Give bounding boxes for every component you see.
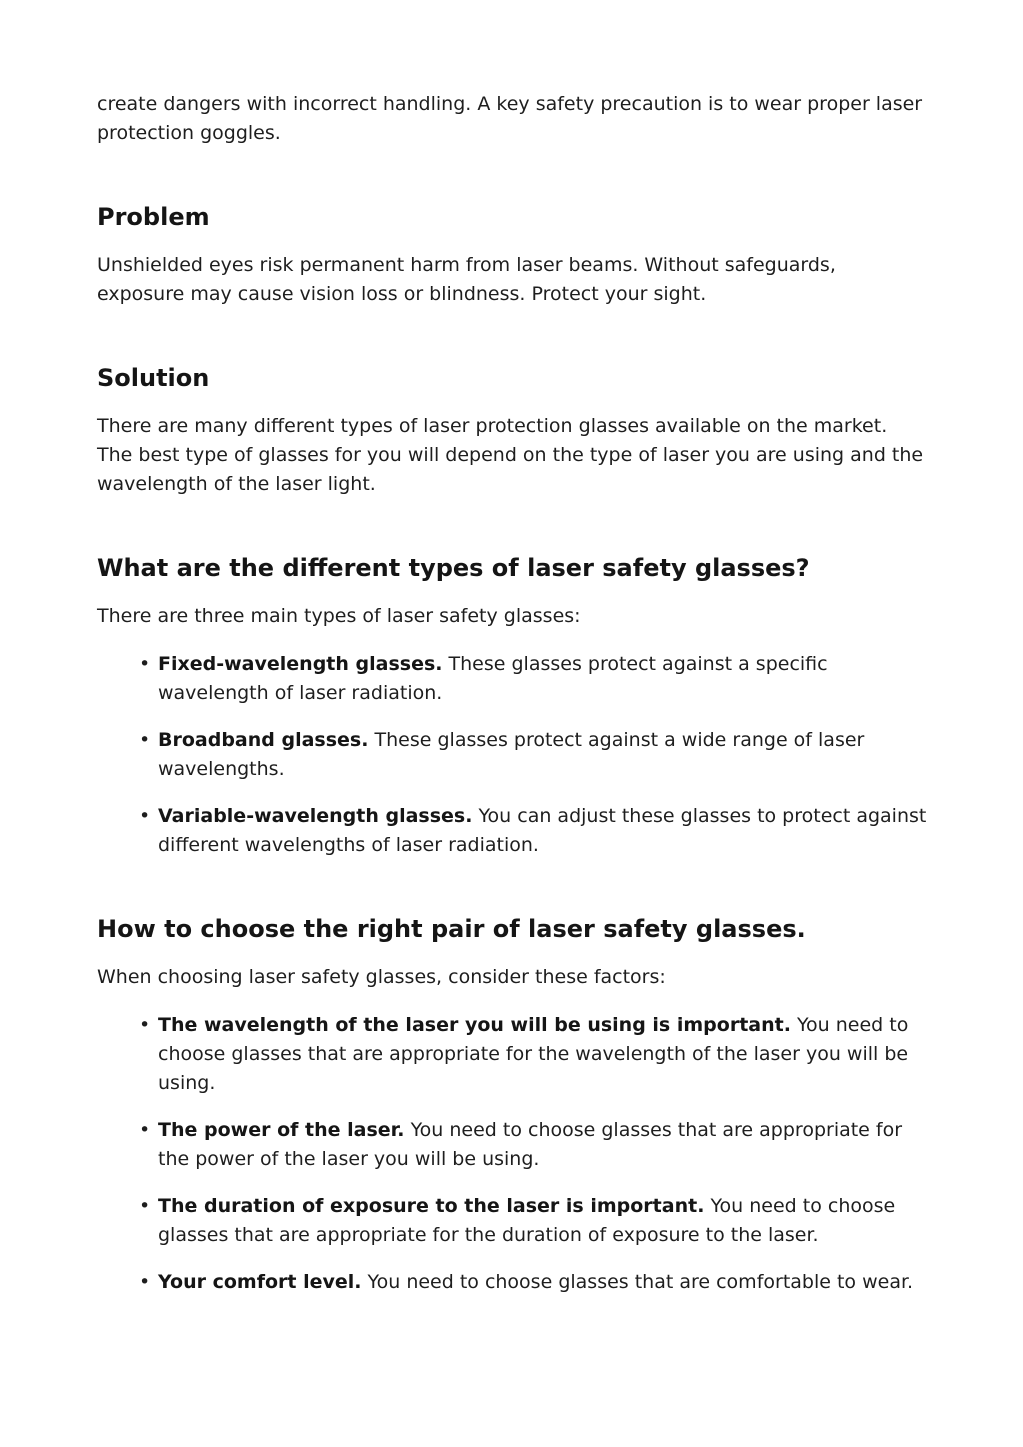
choosing-heading: How to choose the right pair of laser safety glasses. [97, 915, 806, 943]
bullet-term: Fixed-wavelength glasses. [158, 653, 443, 675]
solution-heading: Solution [97, 364, 210, 392]
types-bullet-list [97, 650, 927, 860]
bullet-item-power-factor [97, 1116, 927, 1174]
bullet-description: You can adjust these glasses to protect against different wavelengths of laser radiation. [158, 805, 927, 856]
bullet-term: The wavelength of the laser you will be using is important. [158, 1014, 791, 1036]
bullet-term: The duration of exposure to the laser is important. [158, 1195, 705, 1217]
bullet-item-duration-factor [97, 1192, 927, 1250]
bullet-term: The power of the laser. [158, 1119, 405, 1141]
bullet-item-variable-wavelength [97, 802, 927, 860]
bullet-term: Variable-wavelength glasses. [158, 805, 473, 827]
bullet-item-comfort-factor [97, 1268, 927, 1297]
bullet-description: You need to choose glasses that are appropriate for the wavelength of the laser you will be using. [158, 1014, 909, 1094]
bullet-item-broadband [97, 726, 927, 784]
bullet-item-wavelength-factor [97, 1011, 927, 1098]
bullet-description: These glasses protect against a specific wavelength of laser radiation. [158, 653, 828, 704]
types-lead-paragraph: There are three main types of laser safety glasses: [97, 605, 581, 627]
choosing-bullet-list [97, 1011, 927, 1297]
bullet-item-fixed-wavelength [97, 650, 927, 708]
bullet-term: Your comfort level. [158, 1271, 362, 1293]
bullet-description: You need to choose glasses that are comfortable to wear. [361, 1271, 914, 1293]
choosing-lead-paragraph: When choosing laser safety glasses, consider these factors: [97, 966, 666, 988]
bullet-description: You need to choose glasses that are appropriate for the power of the laser you will be using. [158, 1119, 903, 1170]
solution-paragraph: There are many different types of laser protection glasses available on the market. The best type of glasses for you will depend on the type of laser you are using and the wavelength of the laser light. [97, 415, 924, 495]
problem-heading: Problem [97, 203, 210, 231]
bullet-description: You need to choose glasses that are appropriate for the duration of exposure to the laser. [158, 1195, 896, 1246]
bullet-term: Broadband glasses. [158, 729, 369, 751]
problem-paragraph: Unshielded eyes risk permanent harm from laser beams. Without safeguards, exposure may cause vision loss or blindness. Protect your sight. [97, 254, 836, 305]
bullet-description: These glasses protect against a wide range of laser wavelengths. [158, 729, 865, 780]
intro-paragraph: create dangers with incorrect handling. A key safety precaution is to wear proper laser protection goggles. [97, 93, 923, 144]
types-heading: What are the different types of laser safety glasses? [97, 554, 810, 582]
